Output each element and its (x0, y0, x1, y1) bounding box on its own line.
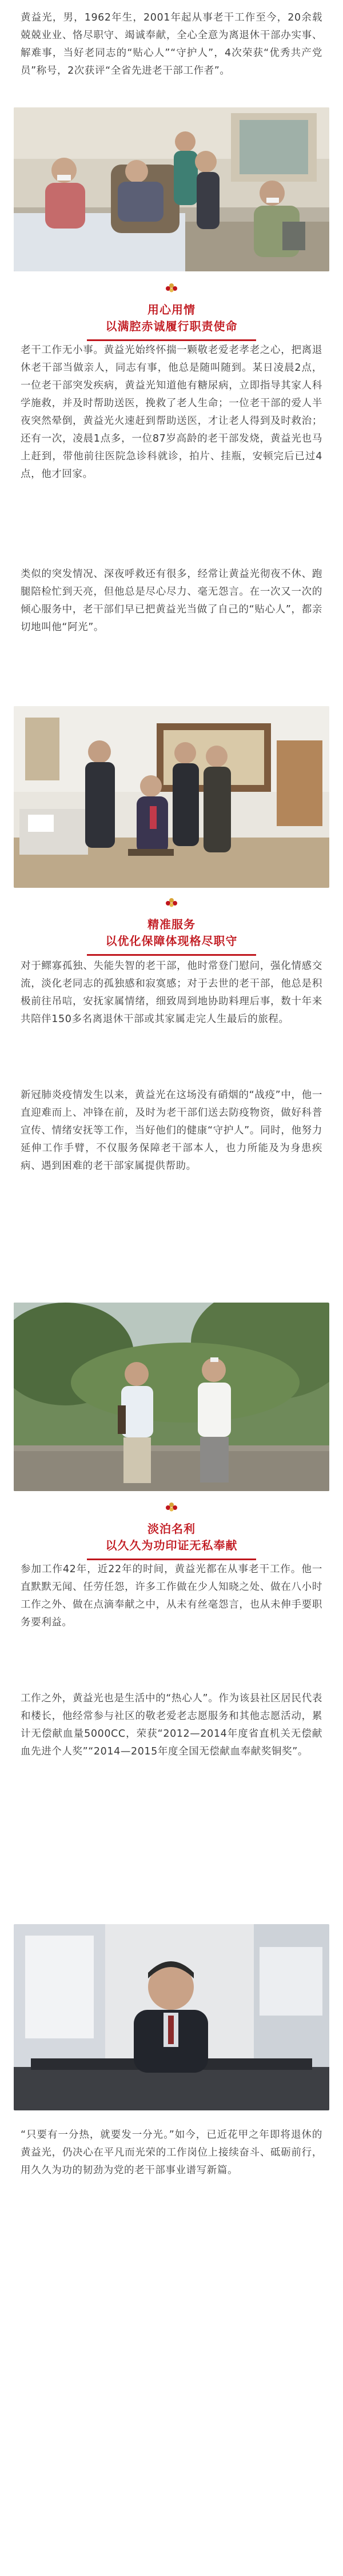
section-subtitle: 以满腔赤诚履行职责使命 (105, 319, 238, 333)
group-visit-photo (14, 706, 329, 888)
section-title: 精准服务 (147, 918, 196, 931)
section-subtitle: 以优化保障体现格尽职守 (105, 934, 238, 948)
section-1-paragraph-2: 类似的突发情况、深夜呼救还有很多，经常让黄益光彻夜不休、跑腿陪检忙到天亮，但他总是尽心尽力、毫无怨言。在一次又一次的倾心服务中，老干部们早已把黄益光当做了自己的“贴心人”，都亲切地叫他“阿光”。 (21, 568, 322, 633)
section-title: 用心用情 (147, 303, 196, 317)
closing-paragraph: “只要有一分热，就要发一分光。”如今，已近花甲之年即将退休的黄益光，仍决心在平凡而光荣的工作岗位上接续奋斗、砥砺前行，用久久为功的韧劲为党的老干部事业谱写新篇。 (21, 2129, 322, 2176)
flower-icon (164, 1501, 179, 1513)
flower-icon (164, 282, 179, 294)
flower-icon (164, 897, 179, 908)
section-header-3 (0, 1501, 343, 1560)
section-header-2 (0, 897, 343, 956)
section-2-paragraph-2: 新冠肺炎疫情发生以来，黄益光在这场没有硝烟的“战疫”中，他一直迎难而上、冲锋在前，及时为老干部们送去防疫物资，做好科普宣传、情绪安抚等工作，当好他们的健康“守护人”。同时，他努力延伸工作手臂，不仅服务保障老干部本人，也力所能及为身患疾病、遇到困难的老干部家属提供帮助。 (21, 1089, 322, 1172)
section-header-1 (0, 282, 343, 341)
outdoor-photo (14, 1303, 329, 1491)
section-divider (87, 954, 256, 956)
intro-paragraph: 黄益光，男，1962年生，2001年起从事老干工作至今，20余载兢兢业业、恪尽职守、竭诚奉献，全心全意为离退休干部办实事、解难事，当好老同志的“贴心人”“守护人”，4次荣获“优秀共产党员”称号，2次获评“全省先进老干部工作者”。 (21, 12, 322, 77)
section-1-paragraph-1: 老干工作无小事。黄益光始终怀揣一颗敬老爱老孝老之心，把离退休老干部当做亲人，同志有事，他总是随叫随到。某日凌晨2点，一位老干部突发疾病，黄益光知道他有糖尿病，立即指导其家人科学施救，并及时帮助送医，挽救了老人生命；一位老干部的爱人半夜突然晕倒，黄益光火速赶到帮助送医，才让老人得到及时救治；还有一次，凌晨1点多，一位87岁高龄的老干部发烧，黄益光也马上赶到，带他前往医院急诊科就诊，拍片、挂瓶，安顿完后已过4点，他才回家。 (21, 344, 322, 480)
section-divider (87, 1559, 256, 1560)
section-2-paragraph-1: 对于鳏寡孤独、失能失智的老干部，他时常登门慰问，强化情感交流，淡化老同志的孤独感和寂寞感；对于去世的老干部，他总是积极前往吊唁，安抚家属情绪，细致周到地协助料理后事，数十年来共陪伴150多名离退休干部或其家属走完人生最后的旅程。 (21, 960, 322, 1025)
section-3-paragraph-1: 参加工作42年，近22年的时间，黄益光都在从事老干工作。他一直默默无闻、任劳任怨，许多工作做在少人知晓之处、做在八小时工作之外、做在点滴奉献之中，从未有丝毫怨言，也从未伸手要职务要利益。 (21, 1564, 322, 1628)
home-visit-photo (14, 107, 329, 271)
section-3-paragraph-2: 工作之外，黄益光也是生活中的“热心人”。作为该县社区居民代表和楼长，他经常参与社区的敬老爱老志愿服务和其他志愿活动，累计无偿献血量5000CC，荣获“2012—2014年度省直机关无偿献血先进个人奖”“2014—2015年度全国无偿献血奉献奖铜奖”。 (21, 1693, 322, 1757)
section-subtitle: 以久久为功印证无私奉献 (105, 1539, 238, 1552)
section-divider (87, 339, 256, 341)
section-title: 淡泊名利 (147, 1522, 196, 1536)
portrait-photo (14, 1924, 329, 2110)
